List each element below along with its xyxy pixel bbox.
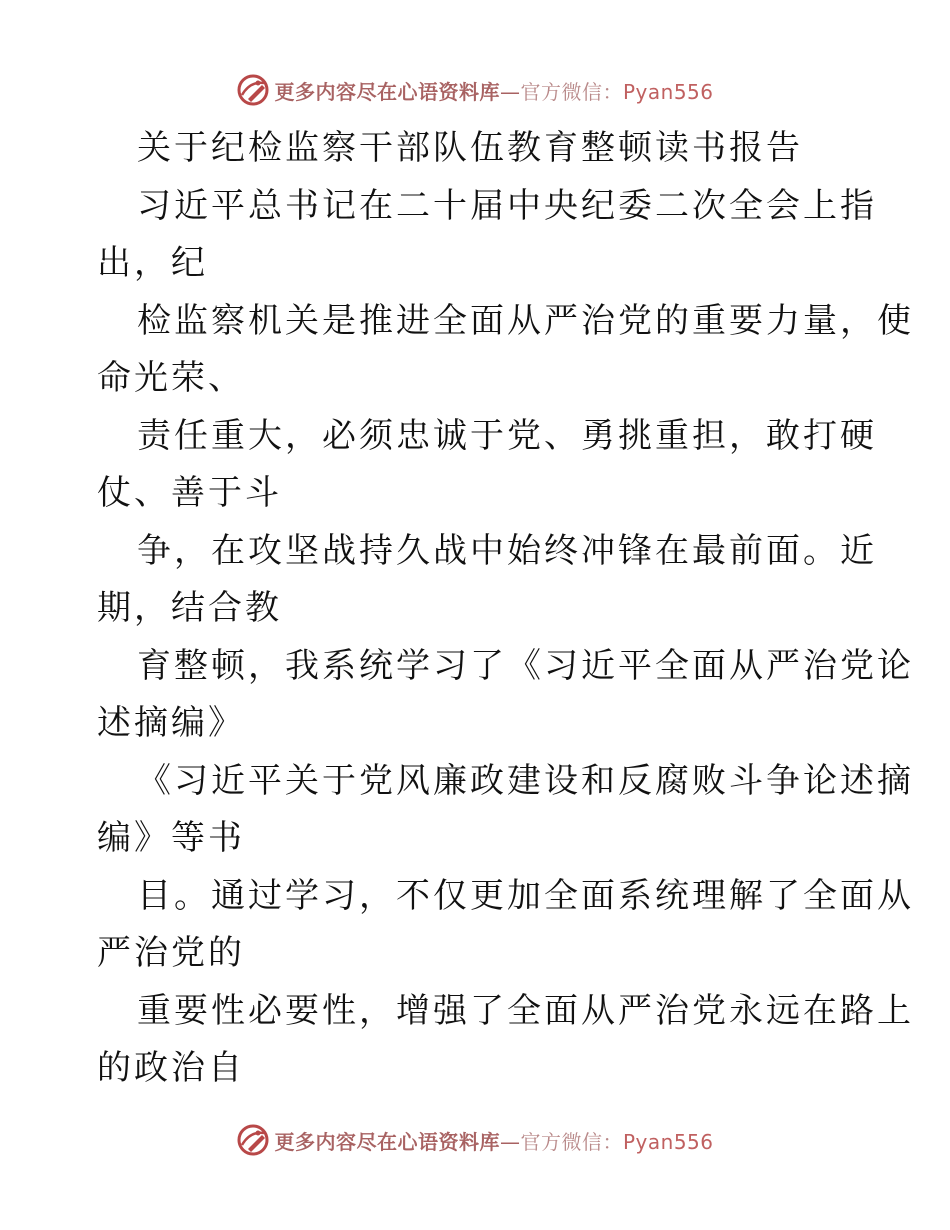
paragraph-line: 仗、善于斗 bbox=[97, 473, 282, 513]
banner-wechat-label: 官方微信： bbox=[520, 1129, 623, 1154]
pen-logo-icon bbox=[236, 73, 270, 107]
paragraph-line: 出，纪 bbox=[97, 243, 208, 283]
paragraph-line: 期，结合教 bbox=[97, 588, 282, 628]
paragraph-line: 目。通过学习，不仅更加全面系统理解了全面从 bbox=[137, 875, 914, 916]
banner-text bbox=[274, 76, 713, 105]
paragraph-line: 检监察机关是推进全面从严治党的重要力量，使 bbox=[137, 300, 914, 341]
banner-dash: — bbox=[499, 79, 521, 104]
paragraph-line: 责任重大，必须忠诚于党、勇挑重担，敢打硬 bbox=[137, 415, 877, 456]
banner-wechat-handle: Pyan556 bbox=[622, 79, 714, 104]
document-title: 关于纪检监察干部队伍教育整顿读书报告 bbox=[137, 128, 803, 168]
paragraph-line: 的政治自 bbox=[97, 1048, 245, 1088]
banner-dash: — bbox=[499, 1129, 521, 1154]
document-body bbox=[97, 120, 914, 1098]
banner-site-name: 更多内容尽在心语资料库 bbox=[274, 1129, 500, 1154]
paragraph-line: 命光荣、 bbox=[97, 358, 245, 398]
paragraph-line: 重要性必要性，增强了全面从严治党永远在路上 bbox=[137, 990, 914, 1031]
paragraph-line: 习近平总书记在二十届中央纪委二次全会上指 bbox=[137, 185, 877, 226]
paragraph-line: 育整顿，我系统学习了《习近平全面从严治党论 bbox=[137, 645, 914, 686]
paragraph-line: 严治党的 bbox=[97, 933, 245, 973]
footer-banner bbox=[0, 1120, 950, 1160]
paragraph-line: 编》等书 bbox=[97, 818, 245, 858]
banner-site-name: 更多内容尽在心语资料库 bbox=[274, 79, 500, 104]
paragraph-line: 《习近平关于党风廉政建设和反腐败斗争论述摘 bbox=[137, 760, 914, 801]
banner-text bbox=[274, 1126, 713, 1155]
paragraph-line: 述摘编》 bbox=[97, 703, 245, 743]
banner-wechat-label: 官方微信： bbox=[520, 79, 623, 104]
header-banner bbox=[0, 70, 950, 110]
pen-logo-icon bbox=[236, 1123, 270, 1157]
banner-wechat-handle: Pyan556 bbox=[622, 1129, 714, 1154]
paragraph-line: 争，在攻坚战持久战中始终冲锋在最前面。近 bbox=[137, 530, 877, 571]
